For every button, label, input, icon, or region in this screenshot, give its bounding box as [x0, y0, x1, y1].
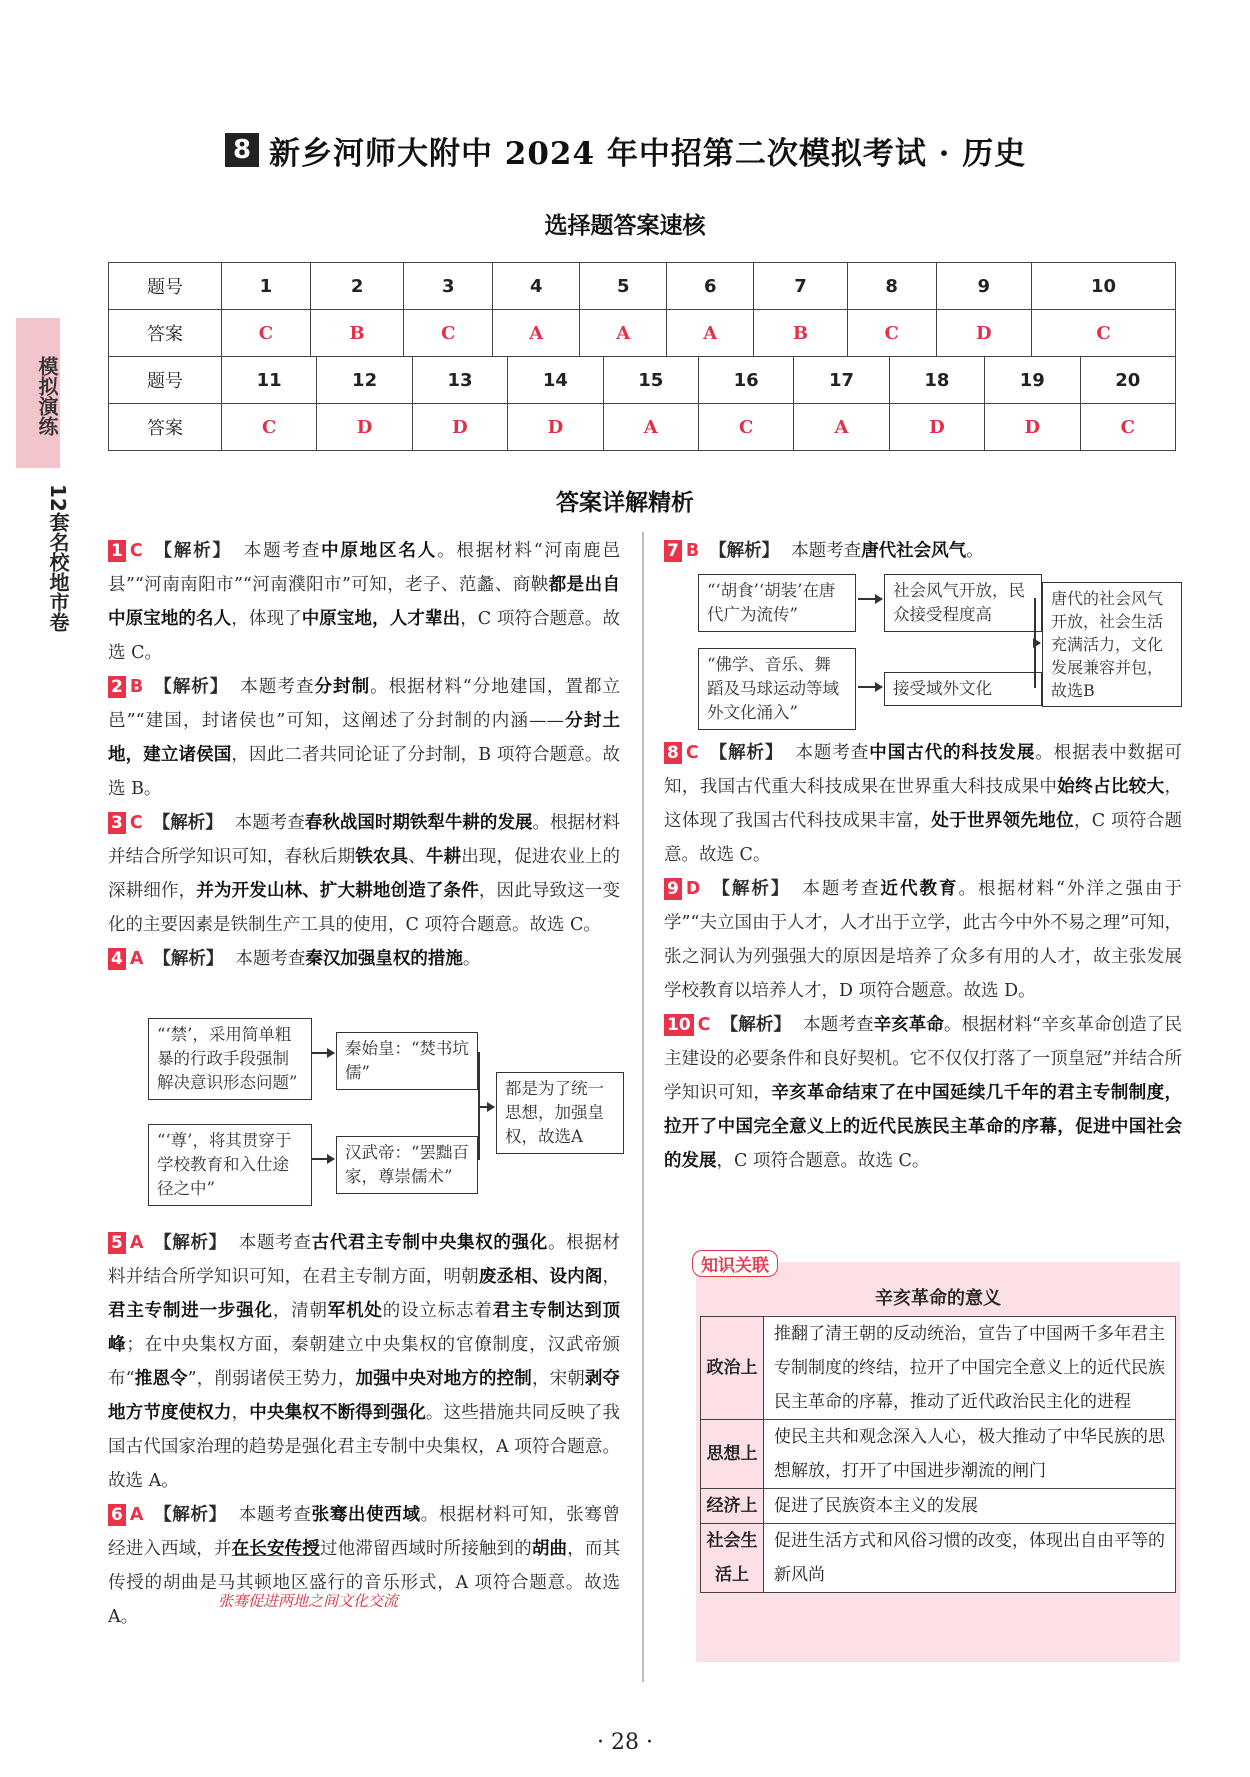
handwritten-note: 张骞促进两地之间文化交流 — [218, 1592, 399, 1610]
diagram-box: 汉武帝：“罢黜百家，尊崇儒术” — [336, 1136, 478, 1194]
keyword: 都是出自中原宝地的名人 — [108, 575, 621, 629]
text: ， — [602, 1267, 620, 1287]
q-number: 12 — [317, 357, 412, 404]
aspect-text: 使民主共和观念深入人心，极大推动了中华民族的思想解放，打开了中国进步潮流的闸门 — [764, 1420, 1176, 1489]
q-answer: A — [129, 1505, 144, 1525]
answer-cell: D — [508, 404, 603, 451]
q-answer: D — [685, 879, 701, 899]
q-number: 16 — [698, 357, 793, 404]
q7-analysis — [664, 534, 1182, 568]
q-number: 1 — [222, 263, 311, 310]
knowledge-table — [700, 1316, 1176, 1593]
analysis-title: 答案详解精析 — [556, 490, 694, 516]
answer-cell: C — [847, 310, 936, 357]
q2-analysis — [108, 670, 620, 806]
text: ，而其传授的胡曲是马其顿地区盛行的音乐形式，A 项符合题意。故选 A。 — [108, 1539, 621, 1627]
diagram-box: “‘禁’，采用简单粗暴的行政手段强制解决意识形态问题” — [148, 1018, 312, 1100]
answer-cell: B — [310, 310, 403, 357]
answer-table-1 — [108, 262, 1176, 357]
text: ，因此二者共同论证了分封制，B 项符合题意。故选 B。 — [108, 745, 621, 799]
text: ， — [231, 1403, 250, 1423]
keyword: 胡曲 — [531, 1539, 568, 1559]
answer-cell: C — [1032, 310, 1176, 357]
aspect-label: 社会生活上 — [701, 1524, 764, 1593]
row-label: 题号 — [109, 357, 222, 404]
keyword: 铁农具 — [355, 847, 409, 867]
keyword: 唐代社会风气 — [861, 541, 967, 561]
quick-check-title: 选择题答案速核 — [544, 213, 706, 239]
analysis-tag: 【解析】 — [153, 1505, 227, 1525]
keyword: 分封土地，建立诸侯国 — [108, 711, 620, 765]
keyword: 近代教育 — [880, 879, 959, 899]
text: 。根据材料并结合所学知识可知，春秋后期 — [108, 813, 621, 867]
q-number: 6 — [667, 263, 754, 310]
keyword: 处于世界领先地位 — [931, 811, 1074, 831]
q-number: 13 — [412, 357, 507, 404]
text: 的设立标志着 — [382, 1301, 493, 1321]
analysis-tag: 【解析】 — [153, 949, 224, 969]
analysis-tag: 【解析】 — [709, 541, 780, 561]
keyword: 中央集权不断得到强化 — [249, 1403, 426, 1423]
q-answer: A — [129, 1233, 144, 1253]
text: 本题考查 — [238, 1233, 312, 1253]
text: 过他滞留西域时所接触到的 — [319, 1539, 532, 1559]
answer-cell: D — [936, 310, 1031, 357]
q-answer: C — [697, 1015, 711, 1035]
keyword: 辛亥革命结束了在中国延续几千年的君主专制制度，拉开了中国完全意义上的近代民族民主革命的序幕，促进中国社会的发展 — [664, 1083, 1182, 1171]
answer-cell: C — [222, 404, 317, 451]
q-number: 4 — [493, 263, 580, 310]
left-column-lower — [108, 1226, 620, 1634]
text: ，体现了 — [231, 609, 302, 629]
text: 。根据材料“外洋之强由于学”“夫立国由于人才，人才出于立学，此古今中外不易之理”可知，张之洞认为列强强大的原因是培养了众多有用的人才，故主张发展学校教育以培养人才，D 项符合题意。故选 D。 — [664, 879, 1183, 1001]
aspect-label: 政治上 — [701, 1317, 764, 1420]
aspect-text: 促进了民族资本主义的发展 — [764, 1489, 1176, 1524]
q8-analysis — [664, 736, 1182, 872]
q-number-badge: 5 — [108, 1232, 126, 1254]
answer-cell: A — [794, 404, 889, 451]
q-number-badge: 4 — [108, 948, 126, 970]
keyword: 在长安传授 — [231, 1539, 320, 1559]
q-number: 2 — [310, 263, 403, 310]
row-label: 答案 — [109, 310, 222, 357]
page-header — [225, 124, 1026, 176]
answer-cell: C — [1080, 404, 1175, 451]
text: 、 — [408, 847, 426, 867]
left-column — [108, 534, 620, 976]
diagram-box: 接受域外文化 — [884, 672, 1042, 706]
keyword: 古代君主专制中央集权的强化 — [311, 1233, 548, 1253]
q6-analysis — [108, 1498, 620, 1634]
paper-number: 8 — [225, 133, 259, 167]
q-number-badge: 9 — [664, 878, 682, 900]
answer-cell: C — [404, 310, 493, 357]
diagram-box: 社会风气开放，民众接受程度高 — [884, 574, 1042, 632]
arrow — [1034, 642, 1040, 644]
text: 出现，促进农业上的深耕细作， — [108, 847, 621, 901]
arrow — [312, 1158, 334, 1160]
table-row — [109, 310, 1176, 357]
q-answer: A — [129, 949, 144, 969]
q-number: 11 — [222, 357, 317, 404]
keyword: 始终占比较大 — [1057, 777, 1165, 797]
row-label: 题号 — [109, 263, 222, 310]
answer-table-2 — [108, 356, 1176, 451]
q-number: 3 — [404, 263, 493, 310]
text: 本题考查 — [235, 949, 306, 969]
keyword: 君主专制进一步强化 — [108, 1301, 273, 1321]
aspect-text: 促进生活方式和风俗习惯的改变，体现出自由平等的新风尚 — [764, 1524, 1176, 1593]
arrow — [478, 1106, 494, 1108]
answer-cell: A — [667, 310, 754, 357]
q-number: 5 — [580, 263, 667, 310]
keyword: 中原地区名人 — [321, 541, 438, 561]
keyword: 推恩令 — [134, 1369, 188, 1389]
text: 。根据材料“辛亥革命创造了民主建设的必要条件和良好契机。它不仅仅打落了一顶皇冠”并结合所学知识可知， — [664, 1015, 1183, 1103]
series-label: 12套名校地市卷 — [46, 484, 70, 632]
analysis-tag: 【解析】 — [720, 1015, 792, 1035]
table-row — [701, 1420, 1176, 1489]
text: ，C 项符合题意。故选 C。 — [664, 811, 1183, 865]
text: 本题考查 — [234, 813, 305, 833]
q-number: 14 — [508, 357, 603, 404]
keyword: 张骞出使西域 — [311, 1505, 421, 1525]
q-number: 8 — [847, 263, 936, 310]
text: 本题考查 — [243, 541, 322, 561]
q-number: 17 — [794, 357, 889, 404]
q-number-badge: 6 — [108, 1504, 126, 1526]
analysis-tag: 【解析】 — [710, 879, 791, 899]
q4-analysis — [108, 942, 620, 976]
q-number-badge: 2 — [108, 676, 126, 698]
table-row — [701, 1489, 1176, 1524]
right-column — [664, 534, 1182, 568]
q-number-badge: 7 — [664, 540, 682, 562]
right-column-lower — [664, 736, 1182, 1178]
keyword: 加强中央对地方的控制 — [355, 1369, 532, 1389]
text: 本题考查 — [803, 1015, 874, 1035]
diagram-box: “‘胡食’‘胡装’在唐代广为流传” — [698, 574, 856, 632]
answer-cell: B — [754, 310, 847, 357]
text: 。根据材料“河南鹿邑县”“河南南阳市”“河南濮阳市”可知，老子、范蠡、商鞅 — [108, 541, 621, 595]
q-number: 10 — [1032, 263, 1176, 310]
q-number: 19 — [985, 357, 1080, 404]
keyword: 春秋战国时期铁犁牛耕的发展 — [304, 813, 533, 833]
page-title: 新乡河师大附中 2024 年中招第二次模拟考试 · 历史 — [269, 135, 1027, 172]
q-number-badge: 8 — [664, 742, 682, 764]
table-row — [701, 1317, 1176, 1420]
keyword: 并为开发山林、扩大耕地创造了条件 — [196, 881, 479, 901]
table-row — [109, 404, 1176, 451]
side-tab-label: 模拟演练 — [35, 356, 59, 436]
answer-cell: A — [493, 310, 580, 357]
text: 。根据材料可知，张骞曾经进入西域，并 — [108, 1505, 621, 1559]
diagram-box: “‘尊’，将其贯穿于学校教育和入仕途径之中” — [148, 1124, 312, 1206]
q-answer: B — [685, 541, 700, 561]
analysis-tag: 【解析】 — [708, 743, 784, 763]
keyword: 辛亥革命 — [873, 1015, 945, 1035]
text: 。根据表中数据可知，我国古代重大科技成果在世界重大科技成果中 — [664, 743, 1183, 797]
text: 。 — [966, 541, 984, 561]
table-row — [109, 263, 1176, 310]
analysis-tag: 【解析】 — [152, 813, 223, 833]
text: ，宋朝 — [531, 1369, 585, 1389]
q-number: 9 — [936, 263, 1031, 310]
text: 本题考查 — [240, 677, 315, 697]
text: ，C 项符合题意。故选 C。 — [108, 609, 621, 663]
analysis-tag: 【解析】 — [153, 1233, 227, 1253]
row-label: 答案 — [109, 404, 222, 451]
text: 。根据材料“分地建国，置都立邑”“建国，封诸侯也”可知，这阐述了分封制的内涵—— — [108, 677, 621, 731]
diagram-box: “佛学、音乐、舞蹈及马球运动等域外文化涌入” — [698, 648, 856, 730]
keyword: 中国古代的科技发展 — [869, 743, 1036, 763]
answer-cell: A — [580, 310, 667, 357]
diagram-box: 秦始皇：“焚书坑儒” — [336, 1032, 478, 1090]
q-number: 20 — [1080, 357, 1175, 404]
q9-analysis — [664, 872, 1182, 1008]
arrow — [312, 1052, 334, 1054]
q-number: 15 — [603, 357, 698, 404]
q-number: 7 — [754, 263, 847, 310]
q-number-badge: 3 — [108, 812, 126, 834]
q-number-badge: 1 — [108, 540, 126, 562]
answer-cell: C — [698, 404, 793, 451]
text: 本题考查 — [802, 879, 881, 899]
aspect-text: 推翻了清王朝的反动统治，宣告了中国两千多年君主专制制度的终结，拉开了中国完全意义上的近代民族民主革命的序幕，推动了近代政治民主化的进程 — [764, 1317, 1176, 1420]
q-answer: B — [129, 677, 144, 697]
column-divider — [642, 532, 644, 1682]
keyword: 剥夺地方节度使权力 — [108, 1369, 621, 1423]
text: 。根据材料并结合所学知识可知，在君主专制方面，明朝 — [108, 1233, 621, 1287]
q5-analysis — [108, 1226, 620, 1498]
text: ”，削弱诸侯王势力， — [187, 1369, 356, 1389]
text: 本题考查 — [795, 743, 870, 763]
aspect-label: 思想上 — [701, 1420, 764, 1489]
answer-cell: D — [985, 404, 1080, 451]
keyword: 秦汉加强皇权的措施 — [305, 949, 463, 969]
page-number: · 28 · — [597, 1730, 653, 1755]
answer-cell: D — [412, 404, 507, 451]
keyword: 分封制 — [314, 677, 371, 697]
q1-analysis — [108, 534, 620, 670]
answer-cell: D — [317, 404, 412, 451]
aspect-label: 经济上 — [701, 1489, 764, 1524]
q-number: 18 — [889, 357, 984, 404]
text: ，因此导致这一变化的主要因素是铁制生产工具的使用，C 项符合题意。故选 C。 — [108, 881, 621, 935]
q-answer: C — [129, 813, 143, 833]
keyword: 军机处 — [327, 1301, 383, 1321]
analysis-tag: 【解析】 — [153, 677, 229, 697]
arrow — [858, 598, 882, 600]
q-number-badge: 10 — [664, 1014, 694, 1036]
q3-analysis — [108, 806, 620, 942]
q10-analysis — [664, 1008, 1182, 1178]
text: ；在中央集权方面，秦朝建立中央集权的官僚制度，汉武帝颁布“ — [108, 1335, 621, 1389]
arrow — [858, 686, 882, 688]
answer-cell: A — [603, 404, 698, 451]
text: 本题考查 — [238, 1505, 312, 1525]
diagram-box: 唐代的社会风气开放，社会生活充满活力，文化发展兼容并包，故选B — [1042, 582, 1182, 707]
text: 。这些措施共同反映了我国古代国家治理的趋势是强化君主专制中央集权，A 项符合题意。故选 A。 — [108, 1403, 621, 1491]
answer-cell: D — [889, 404, 984, 451]
keyword: 中原宝地，人才辈出 — [301, 609, 461, 629]
q-answer: C — [129, 541, 143, 561]
q-answer: C — [685, 743, 699, 763]
diagram-box: 都是为了统一思想，加强皇权，故选A — [496, 1072, 624, 1154]
text: ，C 项符合题意。故选 C。 — [716, 1151, 930, 1171]
text: ，清朝 — [272, 1301, 328, 1321]
table-row — [701, 1524, 1176, 1593]
text: ，这体现了我国古代科技成果丰富， — [664, 777, 1182, 831]
knowledge-title: 辛亥革命的意义 — [875, 1288, 1001, 1309]
text: 。 — [462, 949, 481, 969]
knowledge-label: 知识关联 — [692, 1250, 778, 1277]
answer-cell: C — [222, 310, 311, 357]
table-row — [109, 357, 1176, 404]
keyword: 君主专制达到顶峰 — [108, 1301, 621, 1355]
keyword: 废丞相、设内阁 — [478, 1267, 603, 1287]
text: 本题考查 — [791, 541, 862, 561]
keyword: 牛耕 — [425, 847, 462, 867]
analysis-tag: 【解析】 — [152, 541, 232, 561]
